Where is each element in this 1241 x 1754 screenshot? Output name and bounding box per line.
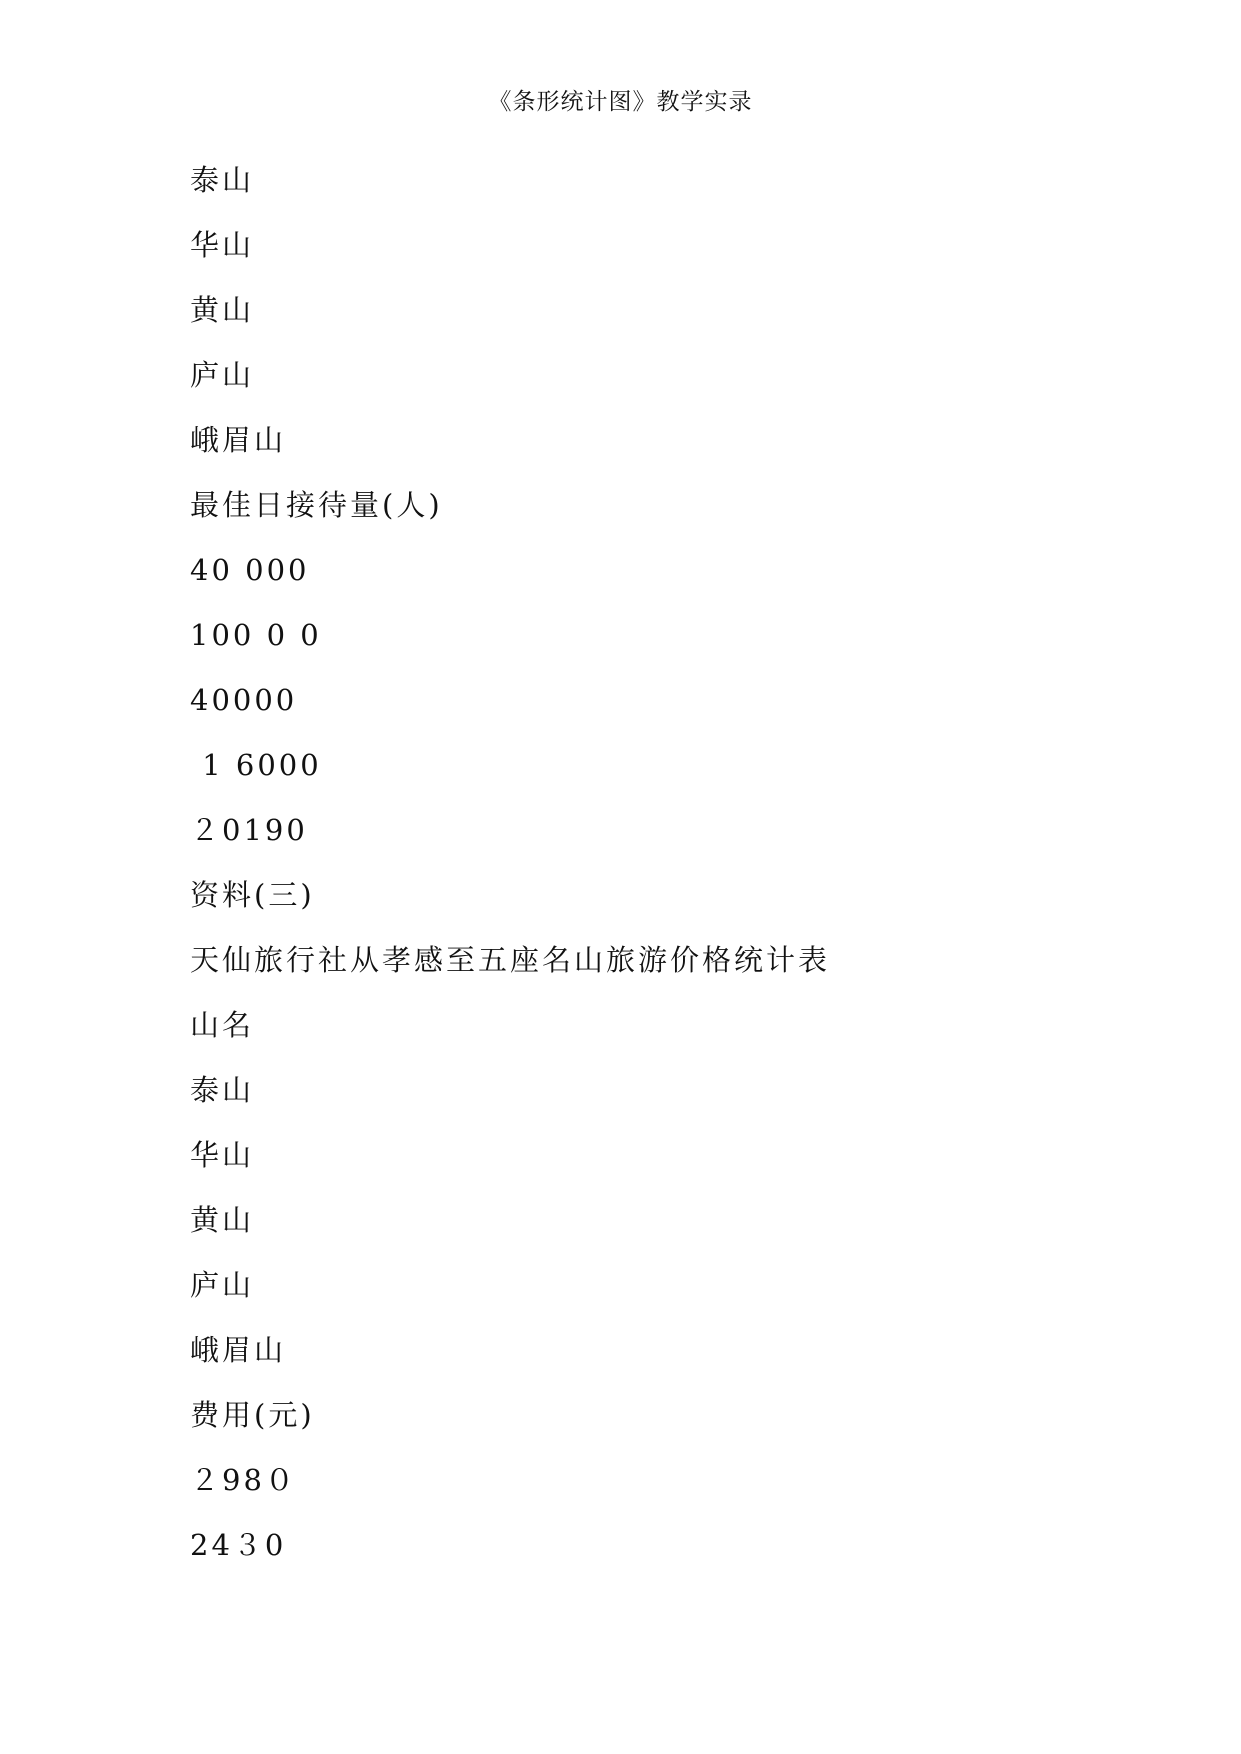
text-line: 天仙旅行社从孝感至五座名山旅游价格统计表 [190, 943, 831, 977]
text-line: 黄山 [190, 1203, 255, 1237]
text-line: 山名 [190, 1008, 255, 1042]
text-line: 泰山 [190, 163, 255, 197]
text-line: 40000 [190, 683, 298, 717]
page-header [0, 86, 1241, 118]
text-line: 40 000 [190, 553, 310, 587]
text-line: ２98０ [190, 1463, 297, 1497]
document-title: 《条形统计图》教学实录 [488, 89, 753, 115]
text-line: 华山 [190, 1138, 255, 1172]
text-line: 华山 [190, 228, 255, 262]
text-line: 24３0 [190, 1528, 287, 1562]
text-line: 庐山 [190, 1268, 255, 1302]
document-body [190, 160, 1090, 1590]
text-line: 泰山 [190, 1073, 255, 1107]
text-line: ２0190 [190, 813, 308, 847]
text-line: 黄山 [190, 293, 255, 327]
text-line: 峨眉山 [190, 1333, 287, 1367]
text-line: 最佳日接待量(人) [190, 488, 443, 522]
text-line: 100 0 0 [190, 618, 322, 652]
text-line: 庐山 [190, 358, 255, 392]
text-line: 峨眉山 [190, 423, 287, 457]
text-line: 资料(三) [190, 878, 315, 912]
text-line: 费用(元) [190, 1398, 315, 1432]
text-line: 1 6000 [190, 748, 322, 782]
